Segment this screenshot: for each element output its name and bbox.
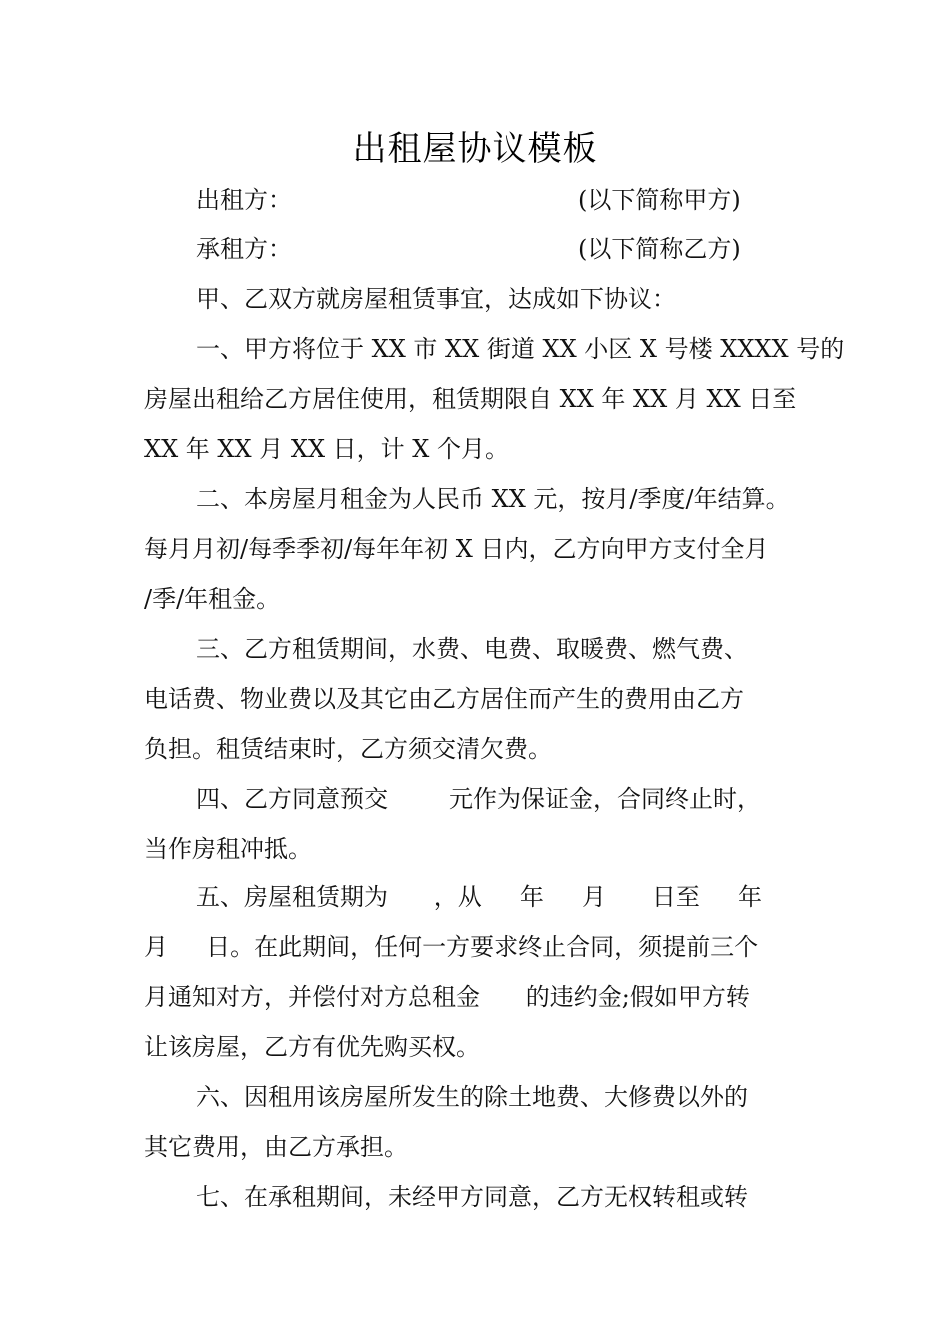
lessor-label: 出租方： (196, 186, 292, 214)
lessor-note: (以下简称甲方) (578, 186, 741, 214)
clause-3-line-2: 电话费、物业费以及其它由乙方居住而产生的费用由乙方 (144, 685, 744, 713)
clause-2-line-3: /季/年租金。 (144, 585, 281, 613)
clause-1-line-1: 一、甲方将位于 XX 市 XX 街道 XX 小区 X 号楼 XXXX 号的 (196, 335, 845, 363)
clause-3-line-3: 负担。租赁结束时，乙方须交清欠费。 (144, 735, 552, 763)
clause-4-line-1: 四、乙方同意预交 元作为保证金，合同终止时， (196, 785, 762, 813)
clause-7-line-1: 七、在承租期间，未经甲方同意，乙方无权转租或转 (196, 1183, 748, 1211)
clause-3-line-1: 三、乙方租赁期间，水费、电费、取暖费、燃气费、 (196, 635, 748, 663)
clause-4-line-2: 当作房租冲抵。 (144, 835, 312, 863)
clause-5-line-4: 让该房屋，乙方有优先购买权。 (144, 1033, 480, 1061)
lessee-note: (以下简称乙方) (578, 235, 741, 263)
clause-2-line-2: 每月月初/每季季初/每年年初 X 日内，乙方向甲方支付全月 (144, 535, 769, 563)
clause-1-line-2: 房屋出租给乙方居住使用，租赁期限自 XX 年 XX 月 XX 日至 (144, 385, 797, 413)
clause-6-line-2: 其它费用，由乙方承担。 (144, 1133, 408, 1161)
document-title: 出租屋协议模板 (352, 129, 598, 169)
clause-1-line-3: XX 年 XX 月 XX 日，计 X 个月。 (144, 435, 510, 463)
clause-6-line-1: 六、因租用该房屋所发生的除土地费、大修费以外的 (196, 1083, 748, 1111)
lessee-label: 承租方： (196, 235, 292, 263)
clause-2-line-1: 二、本房屋月租金为人民币 XX 元，按月/季度/年结算。 (196, 485, 790, 513)
clause-5-line-3: 月通知对方，并偿付对方总租金 的违约金;假如甲方转 (144, 983, 750, 1011)
clause-5-line-2: 月 日。在此期间，任何一方要求终止合同，须提前三个 (144, 933, 759, 961)
intro-line: 甲、乙双方就房屋租赁事宜，达成如下协议： (196, 285, 676, 313)
clause-5-line-1: 五、房屋租赁期为 ，从 年 月 日至 年 (196, 883, 762, 911)
